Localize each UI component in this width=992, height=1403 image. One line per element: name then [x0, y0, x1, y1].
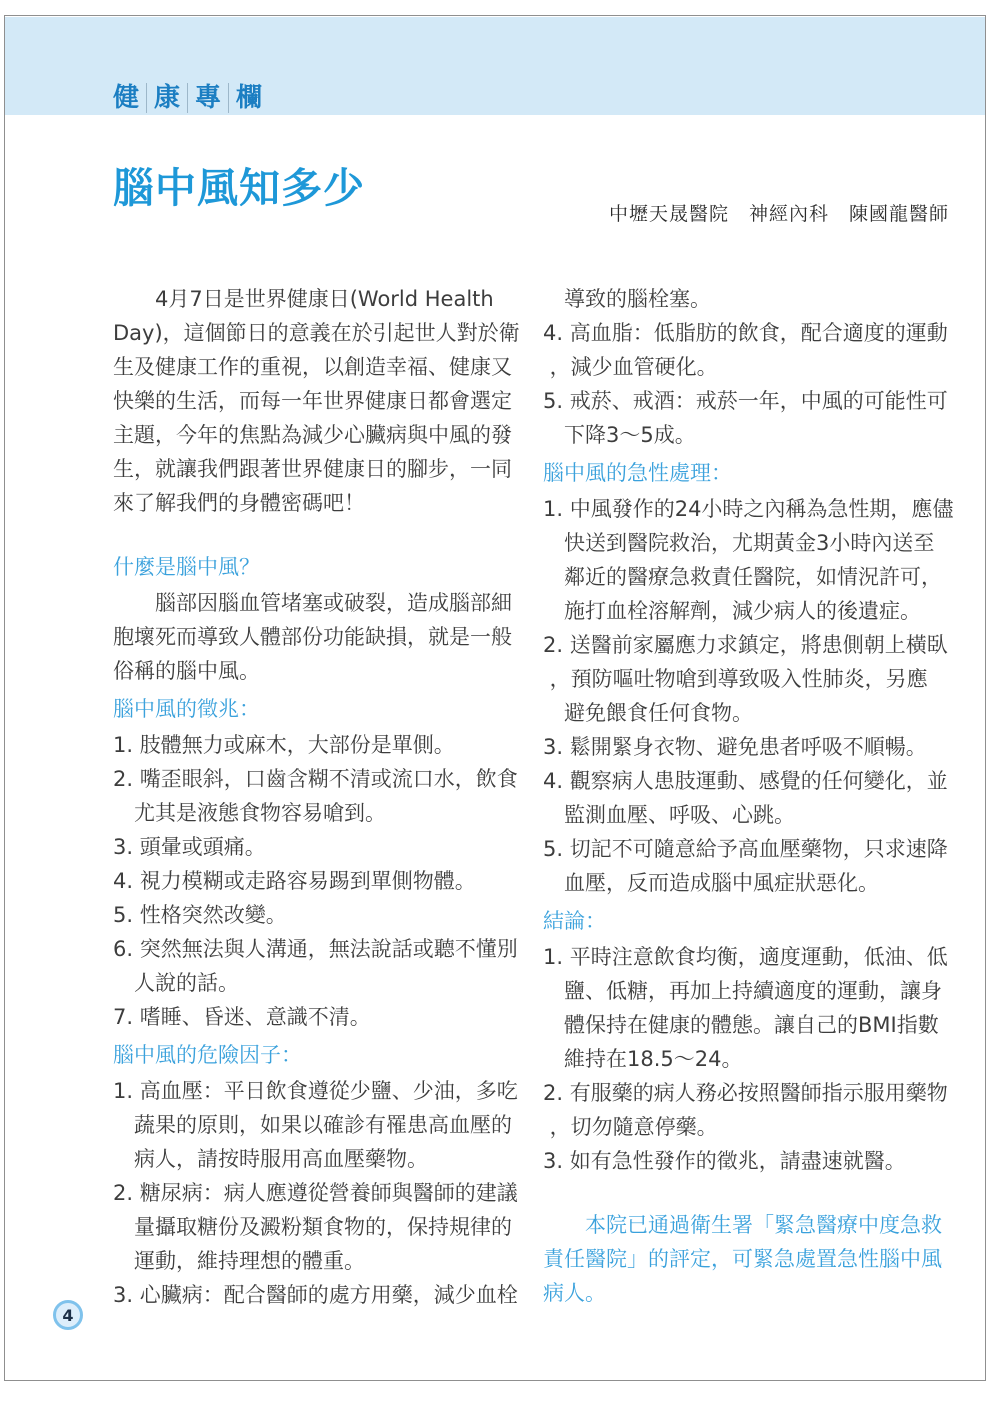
right-text-column	[543, 282, 954, 1310]
text-line: 腦中風的徵兆：	[113, 697, 260, 721]
paragraph	[113, 1074, 518, 1312]
text-line: 體保持在健康的體態。讓自己的BMI指數	[543, 1013, 939, 1037]
text-line: 鹽、低糖，再加上持續適度的運動，讓身	[543, 979, 942, 1003]
text-line: 來了解我們的身體密碼吧！	[113, 491, 365, 515]
column-label-char: 康	[147, 83, 188, 113]
text-line: 責任醫院」的評定，可緊急處置急性腦中風	[543, 1247, 942, 1271]
text-line: 下降3～5成。	[543, 423, 696, 447]
text-line: 2. 送醫前家屬應力求鎮定，將患側朝上橫臥	[543, 633, 948, 657]
text-line: 生，就讓我們跟著世界健康日的腳步，一同	[113, 457, 512, 481]
text-line: 量攝取糖份及澱粉類食物的，保持規律的	[113, 1215, 512, 1239]
text-line: 2. 有服藥的病人務必按照醫師指示服用藥物	[543, 1081, 948, 1105]
text-line: 維持在18.5～24。	[543, 1047, 743, 1071]
paragraph	[113, 728, 518, 1034]
text-line: 血壓，反而造成腦中風症狀惡化。	[543, 871, 879, 895]
text-line: 1. 中風發作的24小時之內稱為急性期，應儘	[543, 497, 954, 521]
column-label-char: 欄	[236, 83, 263, 113]
column-label-char: 健	[113, 83, 147, 113]
text-line: 1. 平時注意飲食均衡，適度運動，低油、低	[543, 945, 948, 969]
column-label	[113, 83, 269, 113]
text-line: 2. 糖尿病：病人應遵從營養師與醫師的建議	[113, 1181, 518, 1205]
text-line: 腦中風的急性處理：	[543, 461, 732, 485]
text-line: 4. 視力模糊或走路容易踢到單側物體。	[113, 869, 476, 893]
text-line: 腦部因腦血管堵塞或破裂，造成腦部細	[113, 591, 512, 615]
text-line: 7. 嗜睡、昏迷、意識不清。	[113, 1005, 371, 1029]
text-line: 施打血栓溶解劑，減少病人的後遺症。	[543, 599, 921, 623]
text-line: 腦中風的危險因子：	[113, 1043, 302, 1067]
section-heading	[543, 904, 948, 938]
text-line: 5. 切記不可隨意給予高血壓藥物，只求速降	[543, 837, 948, 861]
paragraph	[543, 940, 948, 1178]
text-line: 監測血壓、呼吸、心跳。	[543, 803, 795, 827]
text-line: 3. 心臟病：配合醫師的處方用藥，減少血栓	[113, 1283, 518, 1307]
article-title: 腦中風知多少	[113, 164, 365, 212]
text-line: 3. 頭暈或頭痛。	[113, 835, 266, 859]
text-line: 快樂的生活，而每一年世界健康日都會選定	[113, 389, 512, 413]
text-line: 導致的腦栓塞。	[543, 287, 711, 311]
text-line: 病人。	[543, 1281, 606, 1305]
paragraph	[113, 586, 518, 688]
text-line: 5. 性格突然改變。	[113, 903, 287, 927]
text-line: 快送到醫院救治，尤期黃金3小時內送至	[543, 531, 935, 555]
text-line: Day)，這個節日的意義在於引起世人對於衛	[113, 321, 520, 345]
closing-note	[543, 1208, 948, 1310]
section-heading	[543, 456, 948, 490]
article-byline: 中壢天晟醫院 神經內科 陳國龍醫師	[609, 203, 950, 225]
text-line: 病人，請按時服用高血壓藥物。	[113, 1147, 428, 1171]
text-line: 生及健康工作的重視，以創造幸福、健康又	[113, 355, 512, 379]
text-line: ，切勿隨意停藥。	[543, 1115, 718, 1139]
text-line: 主題，今年的焦點為減少心臟病與中風的發	[113, 423, 512, 447]
text-line: 尤其是液態食物容易嗆到。	[113, 801, 386, 825]
text-line: 5. 戒菸、戒酒：戒菸一年，中風的可能性可	[543, 389, 948, 413]
text-line: 3. 如有急性發作的徵兆，請盡速就醫。	[543, 1149, 906, 1173]
text-line: 俗稱的腦中風。	[113, 659, 260, 683]
section-heading	[113, 692, 518, 726]
text-line: 6. 突然無法與人溝通，無法說話或聽不懂別	[113, 937, 518, 961]
magazine-page	[4, 15, 986, 1381]
page-number: 4	[62, 1305, 74, 1325]
text-line: 1. 高血壓：平日飲食遵從少鹽、少油，多吃	[113, 1079, 518, 1103]
section-heading	[113, 550, 518, 584]
text-line: 2. 嘴歪眼斜，口齒含糊不清或流口水，飲食	[113, 767, 518, 791]
text-line: 4. 高血脂：低脂肪的飲食，配合適度的運動	[543, 321, 948, 345]
text-line: 胞壞死而導致人體部份功能缺損，就是一般	[113, 625, 512, 649]
text-line: ，預防嘔吐物嗆到導致吸入性肺炎，另應	[543, 667, 928, 691]
column-label-char: 專	[188, 83, 229, 113]
text-line: 鄰近的醫療急救責任醫院，如情況許可，	[543, 565, 942, 589]
text-line: 人說的話。	[113, 971, 239, 995]
text-line: 4. 觀察病人患肢運動、感覺的任何變化，並	[543, 769, 948, 793]
paragraph	[543, 492, 954, 900]
text-line: 3. 鬆開緊身衣物、避免患者呼吸不順暢。	[543, 735, 927, 759]
text-line: 4月7日是世界健康日(World Health	[113, 287, 494, 311]
section-heading	[113, 1038, 518, 1072]
paragraph	[543, 282, 948, 452]
text-line: 結論：	[543, 909, 606, 933]
text-line: 什麼是腦中風？	[113, 555, 260, 579]
text-line: 運動，維持理想的體重。	[113, 1249, 365, 1273]
text-line: ，減少血管硬化。	[543, 355, 718, 379]
page-number-badge	[53, 1300, 83, 1330]
text-line: 避免餵食任何食物。	[543, 701, 753, 725]
left-text-column	[113, 282, 518, 1312]
text-line: 蔬果的原則，如果以確診有罹患高血壓的	[113, 1113, 512, 1137]
paragraph	[113, 282, 518, 520]
header-band	[5, 17, 985, 115]
text-line: 本院已通過衛生署「緊急醫療中度急救	[543, 1213, 942, 1237]
text-line: 1. 肢體無力或麻木，大部份是單側。	[113, 733, 455, 757]
